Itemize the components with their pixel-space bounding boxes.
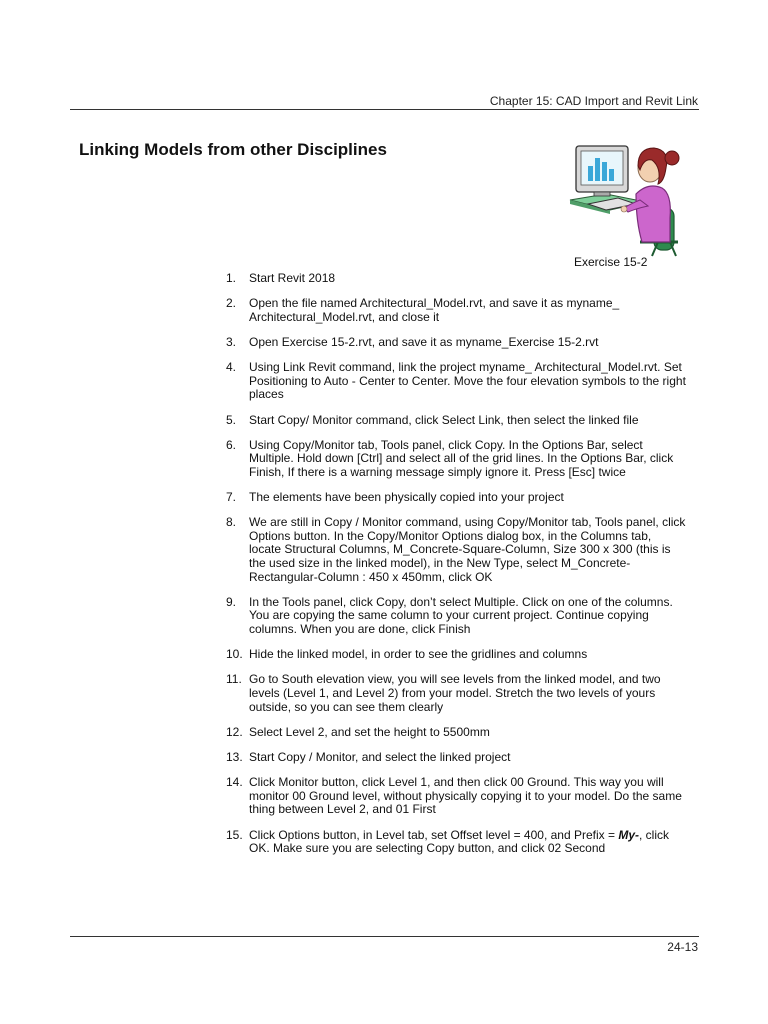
list-item: 7. The elements have been physically copied into your project: [226, 490, 564, 505]
chapter-header: Chapter 15: CAD Import and Revit Link: [489, 94, 698, 108]
footer-rule: [70, 936, 699, 937]
page-number: 24-13: [667, 940, 698, 954]
list-item: 11. Go to South elevation view, you will see levels from the linked model, and two levels (Level 1, and Level 2) from your model. Stretch the two levels of yours outside, so you can see them clearly: [226, 672, 661, 714]
list-item: 15. Click Options button, in Level tab, set Offset level = 400, and Prefix = My-, click OK. Make sure you are selecting Copy button, and click 02 Second: [226, 827, 669, 856]
list-item: 3. Open Exercise 15-2.rvt, and save it as myname_Exercise 15-2.rvt: [226, 334, 599, 349]
instruction-list: [226, 272, 686, 867]
section-title: Linking Models from other Disciplines: [79, 140, 387, 159]
person-at-computer-icon: [566, 138, 688, 258]
list-item: 5. Start Copy/ Monitor command, click Select Link, then select the linked file: [226, 412, 639, 427]
list-item: 14. Click Monitor button, click Level 1, and then click 00 Ground. This way you will monitor 00 Ground level, without physically copying it to your model. Do the same thing between Level 2, and 01 First: [226, 775, 682, 817]
list-item: 1. Start Revit 2018: [226, 271, 336, 285]
list-item: 9. In the Tools panel, click Copy, don’t select Multiple. Click on one of the columns. You are copying the same column to your current project. Continue copying columns. When you are done, click Finish: [226, 594, 673, 637]
list-item: 12. Select Level 2, and set the height to 5500mm: [226, 724, 490, 739]
header-rule: [70, 109, 699, 110]
list-item: 10. Hide the linked model, in order to see the gridlines and columns: [226, 647, 588, 662]
prefix-emphasis: My-: [618, 827, 639, 842]
list-item: 13. Start Copy / Monitor, and select the linked project: [226, 749, 511, 764]
list-item: 2. Open the file named Architectural_Model.rvt, and save it as myname_ Architectural_Model.rvt, and close it: [226, 296, 620, 324]
exercise-caption: Exercise 15-2: [574, 255, 648, 269]
list-item: 4. Using Link Revit command, link the project myname_ Architectural_Model.rvt. Set Positioning to Auto - Center to Center. Move the four elevation symbols to the right places: [226, 360, 686, 402]
list-item: 6. Using Copy/Monitor tab, Tools panel, click Copy. In the Options Bar, select Multiple. Hold down [Ctrl] and select all of the grid lines. In the Options Bar, click Finish, If there is a warning message simply ignore it. Press [Esc] twice: [226, 437, 674, 479]
list-item: 8. We are still in Copy / Monitor command, using Copy/Monitor tab, Tools panel, click Options button. In the Copy/Monitor Options dialog box, in the Columns tab, locate Structural Columns, M_Concrete-Square-Column, Size 300 x 300 (this is the used size in the linked model), in the New Type, select M_Concrete-Rectangular-Column : 450 x 450mm, click OK: [226, 515, 686, 584]
